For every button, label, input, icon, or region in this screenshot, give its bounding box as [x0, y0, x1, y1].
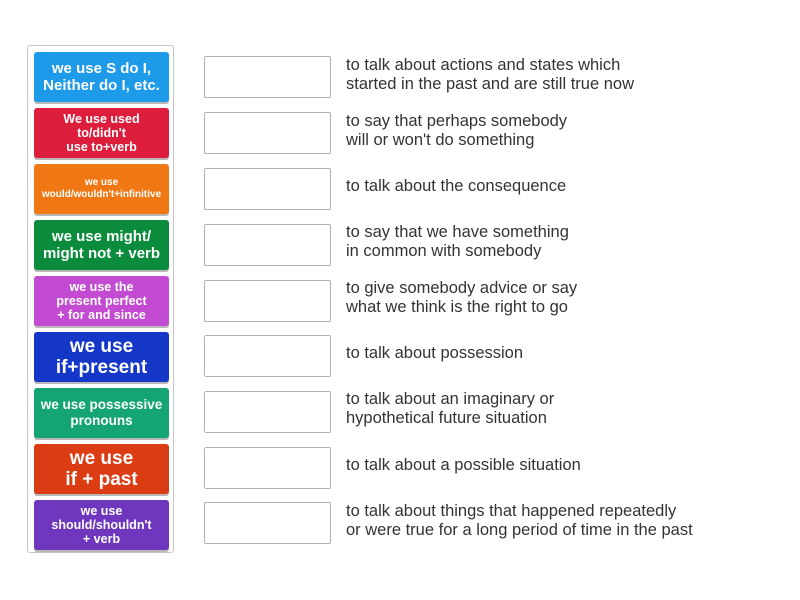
description-2: to say that perhaps somebody will or won't do something [346, 112, 568, 149]
tile-possessive-pronouns[interactable] [34, 388, 169, 438]
drop-slot-5[interactable] [204, 280, 331, 322]
drop-slot-3[interactable] [204, 168, 331, 210]
tile-label: we use might/ might not + verb [42, 228, 161, 262]
drop-slot-7[interactable] [204, 391, 331, 433]
drop-slot-4[interactable] [204, 224, 331, 266]
tile-label: we use if + past [65, 448, 138, 490]
description-8: to talk about a possible situation [346, 456, 581, 474]
description-4: to say that we have something in common with somebody [346, 223, 569, 260]
description-9: to talk about things that happened repeatedly or were true for a long period of time in the past [346, 502, 693, 539]
tile-label: We use used to/didn't use to+verb [63, 112, 140, 154]
drop-slot-1[interactable] [204, 56, 331, 98]
tile-label: we use if+present [55, 336, 148, 378]
tile-label: we use S do I, Neither do I, etc. [43, 60, 160, 94]
tile-present-perfect[interactable] [34, 276, 169, 326]
tile-so-do-i[interactable] [34, 52, 169, 102]
tile-label: we use possessive pronouns [40, 397, 163, 428]
description-6: to talk about possession [346, 344, 524, 362]
drop-slot-6[interactable] [204, 335, 331, 377]
description-5: to give somebody advice or say what we think is the right to go [346, 279, 578, 316]
description-7: to talk about an imaginary or hypothetical future situation [346, 390, 555, 427]
drop-slot-8[interactable] [204, 447, 331, 489]
tile-would[interactable] [34, 164, 169, 214]
tile-label: we use would/wouldn't+infinitive [41, 177, 162, 200]
tile-if-past[interactable] [34, 444, 169, 494]
description-1: to talk about actions and states which started in the past and are still true now [346, 56, 634, 93]
drop-slot-9[interactable] [204, 502, 331, 544]
tiles-panel [27, 45, 174, 553]
tile-label: we use should/shouldn't + verb [51, 504, 152, 546]
tile-used-to[interactable] [34, 108, 169, 158]
tile-might[interactable] [34, 220, 169, 270]
description-3: to talk about the consequence [346, 177, 567, 195]
tile-if-present[interactable] [34, 332, 169, 382]
tile-should[interactable] [34, 500, 169, 550]
drop-slot-2[interactable] [204, 112, 331, 154]
tile-label: we use the present perfect + for and since [56, 280, 147, 322]
